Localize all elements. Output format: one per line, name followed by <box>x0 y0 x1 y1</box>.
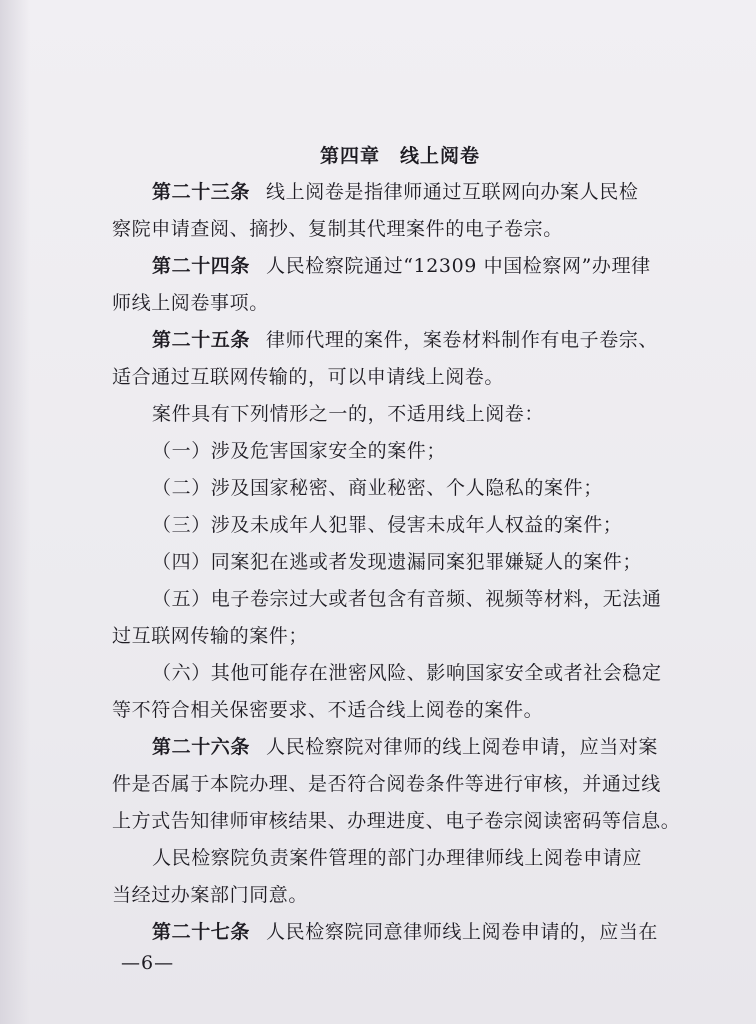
list-item-6-line-2: 等不符合相关保密要求、不适合线上阅卷的案件。 <box>112 699 544 721</box>
article-24-line-2: 师线上阅卷事项。 <box>112 292 269 314</box>
article-25-paragraph-2: 案件具有下列情形之一的，不适用线上阅卷： <box>152 403 545 425</box>
list-item-2: （二）涉及国家秘密、商业秘密、个人隐私的案件； <box>152 477 603 499</box>
article-26-paragraph-2-line-2: 当经过办案部门同意。 <box>112 884 309 906</box>
article-24-line-1 <box>112 248 672 285</box>
article-26-line-3: 上方式告知律师审核结果、办理进度、电子卷宗阅读密码等信息。 <box>112 810 681 832</box>
list-item-5-line-1: （五）电子卷宗过大或者包含有音频、视频等材料，无法通 <box>152 588 662 610</box>
article-27-line-1 <box>112 914 672 951</box>
article-25-number: 第二十五条 <box>152 329 251 351</box>
page-edge-shadow <box>0 0 30 1024</box>
document-body <box>112 138 681 951</box>
article-26-paragraph-2-line-1: 人民检察院负责案件管理的部门办理律师线上阅卷申请应 <box>152 847 643 869</box>
page-number: —6— <box>121 952 175 974</box>
article-24-number: 第二十四条 <box>152 255 251 277</box>
article-25-line-2: 适合通过互联网传输的，可以申请线上阅卷。 <box>112 366 505 388</box>
article-27-text-1: 人民检察院同意律师线上阅卷申请的，应当在 <box>266 921 659 943</box>
article-25-line-1 <box>112 322 672 359</box>
list-item-4: （四）同案犯在逃或者发现遗漏同案犯罪嫌疑人的案件； <box>152 551 643 573</box>
article-23-line-2: 察院申请查阅、摘抄、复制其代理案件的电子卷宗。 <box>112 218 563 240</box>
list-item-6-line-1: （六）其他可能存在泄密风险、影响国家安全或者社会稳定 <box>152 662 662 684</box>
article-23-number: 第二十三条 <box>152 181 251 203</box>
article-27-number: 第二十七条 <box>152 921 251 943</box>
list-item-5-line-2: 过互联网传输的案件； <box>112 625 309 647</box>
list-item-3: （三）涉及未成年人犯罪、侵害未成年人权益的案件； <box>152 514 623 536</box>
article-26-number: 第二十六条 <box>152 736 251 758</box>
article-26-text-1: 人民检察院对律师的线上阅卷申请，应当对案 <box>266 736 659 758</box>
chapter-title: 第四章 线上阅卷 <box>319 145 480 167</box>
list-item-1: （一）涉及危害国家安全的案件； <box>152 440 447 462</box>
article-23-line-1 <box>112 174 672 211</box>
article-24-text-1: 人民检察院通过“12309 中国检察网”办理律 <box>266 255 651 277</box>
article-26-line-2: 件是否属于本院办理、是否符合阅卷条件等进行审核，并通过线 <box>112 773 661 795</box>
article-23-text-1: 线上阅卷是指律师通过互联网向办案人民检 <box>266 181 639 203</box>
article-26-line-1 <box>112 729 672 766</box>
article-25-text-1: 律师代理的案件，案卷材料制作有电子卷宗、 <box>266 329 659 351</box>
